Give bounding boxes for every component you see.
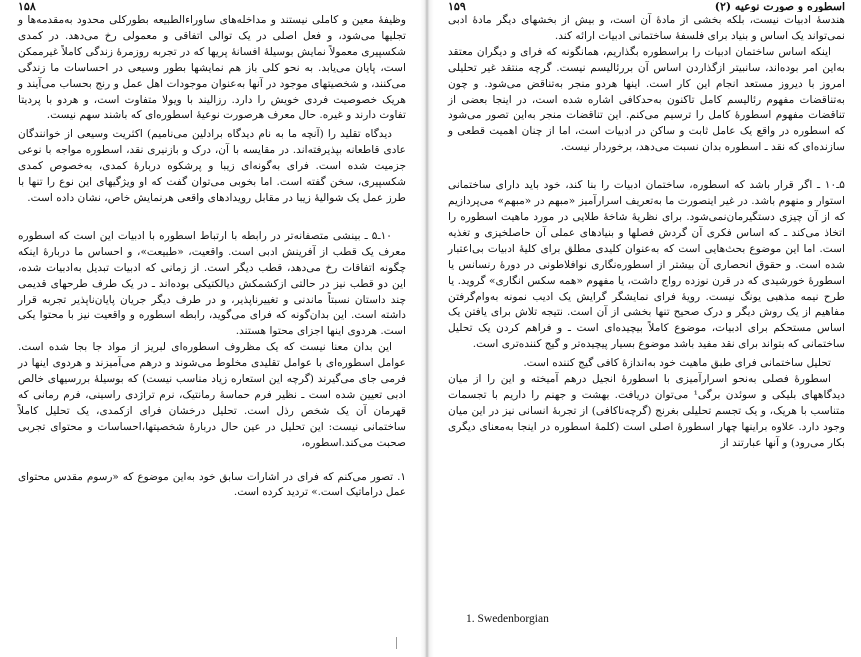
left-paragraph-4: این بدان معنا نیست که یک مظروف اسطوره‌ای لبریز از مواد جا‌ بجا شده است. عوامل اسطوره‌ای با عوامل تقلیدی مخلوط می‌شوند و درهم می‌آمیزند و هردوی اینها در فرمی جای می‌گیرند (گرچه این استعاره زیاد مناسب نیست) که بوسیلهٔ بررسیهای خالص ادبی تعیین شده است ـ نظیر فرم حماسهٔ رمانتیک، نرم تراژدی راسینی، فرم رمانی که قهرمان آن یک شخص رذل است. تحلیل درخشان فرای ازکمدی، یک تحلیل کاملاً ساختمانی نیست: این تحلیل در عین حال دربارهٔ شخصیتها،احساسات و محتوای تجربی صحبت می‌کند.اسطوره، xyxy=(18,341,406,449)
right-page-number: ۱۵۹ xyxy=(448,2,466,12)
left-footer-rule xyxy=(396,637,407,649)
running-title: اسطوره و صورت نوعیه (۲) xyxy=(714,2,845,12)
right-paragraph-3: ۵ـ۱۰ ـ اگر قرار باشد که اسطوره، ساختمان ادبیات را بنا کند، خود باید دارای ساختمانی استوار و منهوم باشد. در غیر اینصورت ما به‌تعریف اسرار‌آمیز «مبهم در «مبهم» می‌پردازیم که از آن چیزی دستگیرمان‌نمی‌شود. برای نظریهٔ شاخهٔ طلایی در مورد ماهیت اسطوره را اتخاذ می‌کند ـ که اساس فکری آن گردش فصلها و بنیادهای عملی آن حاصلخیزی و تغذیه است. اما این موضوع بحث‌هایی است که به‌عنوان کلیدی مطلق برای کلیهٔ ادبیات بی‌اعتبار شده است. و حقوق انحصاری آن بیشتر از اسطوره‌نگاری نوافلاطونی در دورهٔ رنسانس یا اسطورهٔ خورشیدی که در قرن نوزده رواج داشت، یا مفهوم «همه سکس انگاری» گروید. یا طرح نیمه مذهبی یونگ نیست. رویهٔ فرای نمایشگر گرایش یک ادیب نمونه به‌وام‌گرفتن مفاهیم از یک روش دیگر و درک صحیح تنها بخشی از آن است. نتیجه تلاش برای یافتن یک اساس مستحکم برای ادبیات، موضوع کاملاً بیچیده‌ای است ـ و فراهم کردن یک تحلیل ساختمانی که بتواند برای نقد مفید باشد موضوع بسیار پیچیده‌تر و گیج کننده‌تری است. xyxy=(448,179,845,351)
right-page xyxy=(434,0,861,657)
book-gutter xyxy=(420,0,434,657)
right-footnote: 1. Swedenborgian xyxy=(466,613,549,625)
right-paragraph-1: هندسهٔ ادبیات نیست، بلکه بخشی از مادهٔ آن است، و بیش از بخشهای دیگر مادهٔ ادبی نمی‌تواند یک اساس و بنیاد برای فلسفهٔ ساختمانی ادبیات ارائه کند. xyxy=(448,14,845,42)
left-paragraph-2: دیدگاه تقلید را (آنچه ما به‌ نام دیدگاه برادلین می‌نامیم) اکثریت وسیعی از خوانندگان عادی قاطعانه بپذیرفته‌اند. در مقایسه با آن، درک و بازنیری نقد، اسطوره مواجه با نوعی جزمیت شده است. فرای به‌گونه‌ای زیبا و پرشکوه دربارهٔ کمدی، به‌خصوص کمدی شکسپیری، سخن گفته است. اما بخوبی می‌توان گفت که او ویژگیهای این نوع را تنها با طرز عمل یک شوالیهٔ زیبا در مقابل رویدادهای واقعی هرنمایش خاص، نشان داده است. xyxy=(18,128,406,204)
right-paragraph-4: تحلیل ساختمانی فرای طبق ماهیت خود به‌اندازهٔ کافی گیج کننده است. xyxy=(523,357,831,370)
left-footnote: ۱. تصور می‌کنم که فرای در اشارات سابق خود به‌این موضوع که «رسوم مقدس محتوای عمل دراماتیک است.» تردید کرده است. xyxy=(18,470,406,498)
left-page-number: ۱۵۸ xyxy=(18,2,36,12)
right-page-header xyxy=(448,2,845,12)
left-paragraph-3: ۱۰ـ۵ ـ بینشی متصفانه‌تر در رابطه با ارتباط اسطوره با ادبیات این است که اسطوره معرف یک قطب از آفرینش ادبی است. واقعیت، «طبیعت»، و احساس ما دربارهٔ اینکه چگونه اتفاقات رخ می‌دهد، قطب دیگر است. از زمانی که ادبیات تبدیل به‌ادبیات شده، این دو قطب نیز در حالتی ازکشمکش دیالکتیکی بوده‌اند ـ در یک طرف طرحهای قدیمی چند داستان نسبتاً ماندنی و تغییرناپذیر، و در طرف دیگر جریان پایان‌ناپذیر تجربه قرار داشته است. این بدان‌گونه که فرای می‌گوید، رابطه اسطوره و واقعیت نیز با محتوا یکی است. هردوی اینها اجزای محتوا هستند. xyxy=(18,229,406,338)
left-page-header xyxy=(18,2,406,12)
left-page xyxy=(0,0,420,657)
right-paragraph-2: اینکه اساس ساختمان ادبیات را براسطوره بگذاریم، همانگونه که فرای و دیگران معتقد به‌این امر بوده‌اند، سانبیتر ازگذاردن اساس آن بررئالیسم نیست. گرچه منتقد غیر تحلیلی امروز با دیروز مستعد انجام این کار است. اینها هردو منجر به‌تناقض می‌شود. و چون به‌تناقضات مفهوم رئالیسم کامل تاکنون به‌حدکافی اشاره شده است، در اینجا بعضی از تناقضات مفهوم اسطورهٔ کامل را ترسیم می‌کنم. این تناقضات منجر به‌این تصور می‌شود که اسطوره در واقع یک عامل ثابت و ساکن در ادبیات است، اما از چنان اهمیت قطعی و سازنده‌ای که نقد ـ اسطوره بدان نسبت می‌دهد، برخوردار نیست. xyxy=(448,45,845,154)
right-paragraph-5: اسطورهٔ فصلی به‌نحو اسرار‌آمیزی با اسطورهٔ انجیل درهم آمیخته و این را از میان دیدگاههای بلیکی و سوئدن برگی¹ می‌توان دریافت. بهشت و جهنم را داریم با تجسمات متناسب با هریک، و یک تجسم تحلیلی بغرنج (گرچه‌ناکافی) از تجربهٔ انسانی نیز در این میان وجود دارد. علاوه براینها چهار اسطورهٔ اصلی است (کلمهٔ اسطوره در اینجا به‌معنای دیگری بکار می‌رود) و آنها عبارتند از xyxy=(448,373,845,449)
left-paragraph-1: وظیفهٔ معین و کاملی نیستند و مداخله‌های ساوراءالطبیعه بطورکلی محدود به‌مقدمه‌ها و تجلیها می‌شود، و فعل اصلی در یک توالی اتفاقی و معمولی رخ می‌دهد. در کمدی شکسپیری معمولاً نمایش بوسیلهٔ افسانهٔ پریها که در تجربه روزمرهٔ زندگی کاملاً غیرممکن است، پایان می‌یابد. به‌ نحو کلی باز هم نمایشها بطور وسیعی در احساسات ما زندگی می‌کنند، و شخصیتهای موجود در آنها به‌عنوان موجودات اهل عمل و رنج بحساب می‌آیند و هریک خصوصیت فردی خویش را دارد. رزالیند با ویولا متفاوت است، و هردو با پردیتا تفاوت دارند و غیره. حال معرف هرصورت نوعیهٔ اسطوره‌ای که باشند سهم نیست. xyxy=(18,14,406,122)
